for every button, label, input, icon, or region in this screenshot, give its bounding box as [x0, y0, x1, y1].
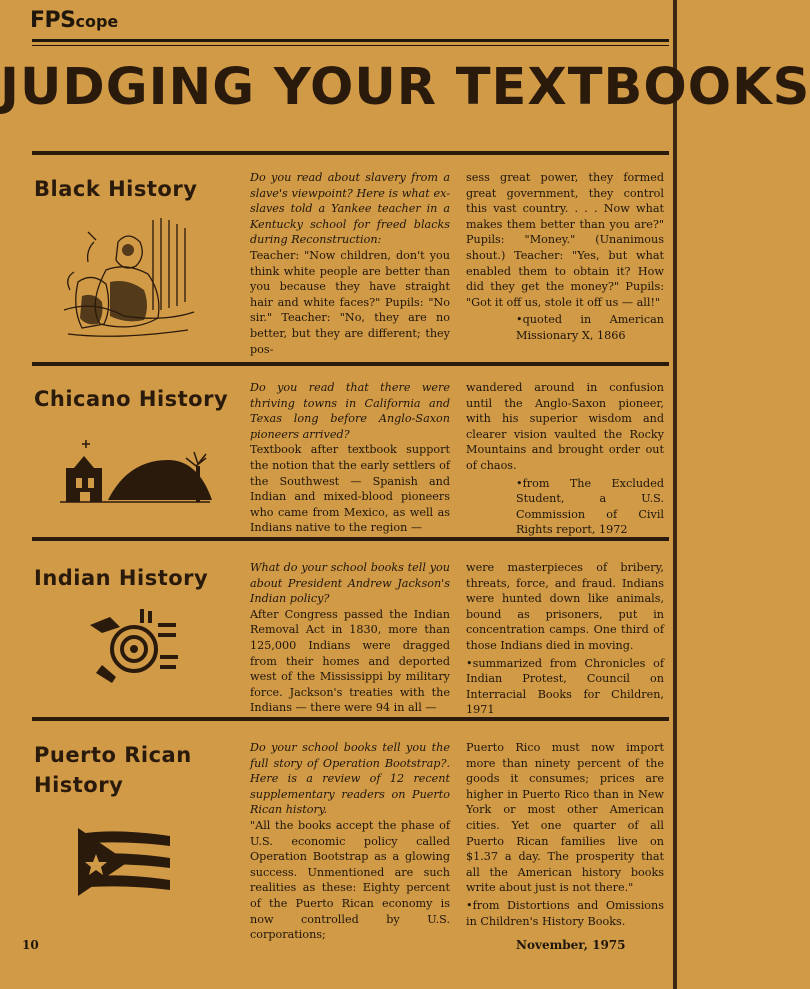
engraving-illustration — [58, 212, 198, 347]
section-title-chicano-history: Chicano History — [34, 387, 229, 411]
column-puerto-rican-history-right: Puerto Rico must now import more than ninety percent of the goods it consumes; prices are higher in Puerto Rico than in New York or most other American cities. Yet one quarter of all Puerto Rican families live on $1.37 a day. The prosperity that all the American history books write about just is not there." •from Distortions and Omissions in Children's History Books. — [466, 741, 664, 928]
section-divider — [32, 362, 669, 366]
source-citation: •from Distortions and Omissions in Children's History Books. — [466, 898, 664, 928]
source-citation: •from The Excluded Student, a U.S. Commission of Civil Rights report, 1972 — [516, 476, 664, 537]
column-indian-history-left: What do your school books tell you about President Andrew Jackson's Indian policy? After Congress passed the Indian Removal Act in 1830, more than 125,000 Indians were dragged from their homes and deported west of the Mississippi by military force. Jackson's treaties with the Indians — there were 94 in all — — [250, 561, 450, 715]
column-chicano-history-left: Do you read that there were thriving towns in California and Texas long before Anglo-Saxon pioneers arrived? Textbook after textbook support the notion that the early settlers of the Southwest — Spanish and Indian and mixed-blood pioneers who came from Mexico, as well as Indians native to the region — — [250, 381, 450, 535]
page-number: 10 — [22, 938, 39, 952]
native-bird-design-illustration — [84, 605, 184, 685]
column-indian-history-right: were masterpieces of bribery, threats, force, and fraud. Indians were hunted down like animals, bound as prisoners, put in concentration camps. One third of those Indians died in moving. •summarized from Chronicles of Indian Protest, Council on Interracial Books for Children, 1971 — [466, 561, 664, 717]
issue-date: November, 1975 — [516, 938, 626, 952]
puerto-rico-flag-illustration — [78, 828, 173, 898]
section-title-indian-history: Indian History — [34, 566, 209, 590]
column-black-history-left: Do you read about slavery from a slave's viewpoint? Here is what ex-slaves told a Yankee teacher in a Kentucky school for freed blacks during Reconstruction: Teacher: "Now children, don't you think white people are better than you because they have straight hair and white faces?" Pupils: "No sir." Teacher: "No, they are no better, but they are different; they pos- — [250, 171, 450, 356]
section-title-black-history: Black History — [34, 177, 198, 201]
masthead-rule-thin — [32, 45, 669, 46]
page-edge-shadow — [673, 0, 677, 989]
masthead-rule — [32, 39, 669, 42]
section-divider — [32, 537, 669, 541]
column-black-history-right: sess great power, they formed great government, they control this vast country. . . . Now what makes them better than you are?" Pupils: "Money." (Unanimous shout.) Teacher: "Yes, but what enabled them to obtain it? How did they get the money?" Pupils: "Got it off us, stole it off us — all!" •quoted in American Missionary X, 1866 — [466, 171, 664, 342]
column-chicano-history-right: wandered around in confusion until the Anglo-Saxon pioneer, with his superior wisdom and clearer vision vaulted the Rocky Mountains and brought order out of chaos. •from The Excluded Student, a U.S. Commission of Civil Rights report, 1972 — [466, 381, 664, 537]
section-divider — [32, 717, 669, 721]
section-title-puerto-rican-history: Puerto Rican History — [34, 743, 192, 797]
section-divider — [32, 151, 669, 155]
masthead-logo: FPScope — [30, 8, 119, 33]
source-citation: •quoted in American Missionary X, 1866 — [516, 313, 664, 342]
mission-landscape-illustration — [56, 440, 216, 510]
page-headline: JUDGING YOUR TEXTBOOKS — [0, 58, 810, 117]
column-puerto-rican-history-left: Do your school books tell you the full story of Operation Bootstrap?. Here is a review of 12 recent supplementary readers on Puerto Rican history. "All the books accept the phase of U.S. economic policy called Operation Bootstrap as a glowing success. Unmentioned are such realities as these: Eighty percent of the Puerto Rican economy is now controlled by U.S. corporations; — [250, 741, 450, 942]
source-citation: •summarized from Chronicles of Indian Protest, Council on Interracial Books for Children, 1971 — [466, 656, 664, 717]
